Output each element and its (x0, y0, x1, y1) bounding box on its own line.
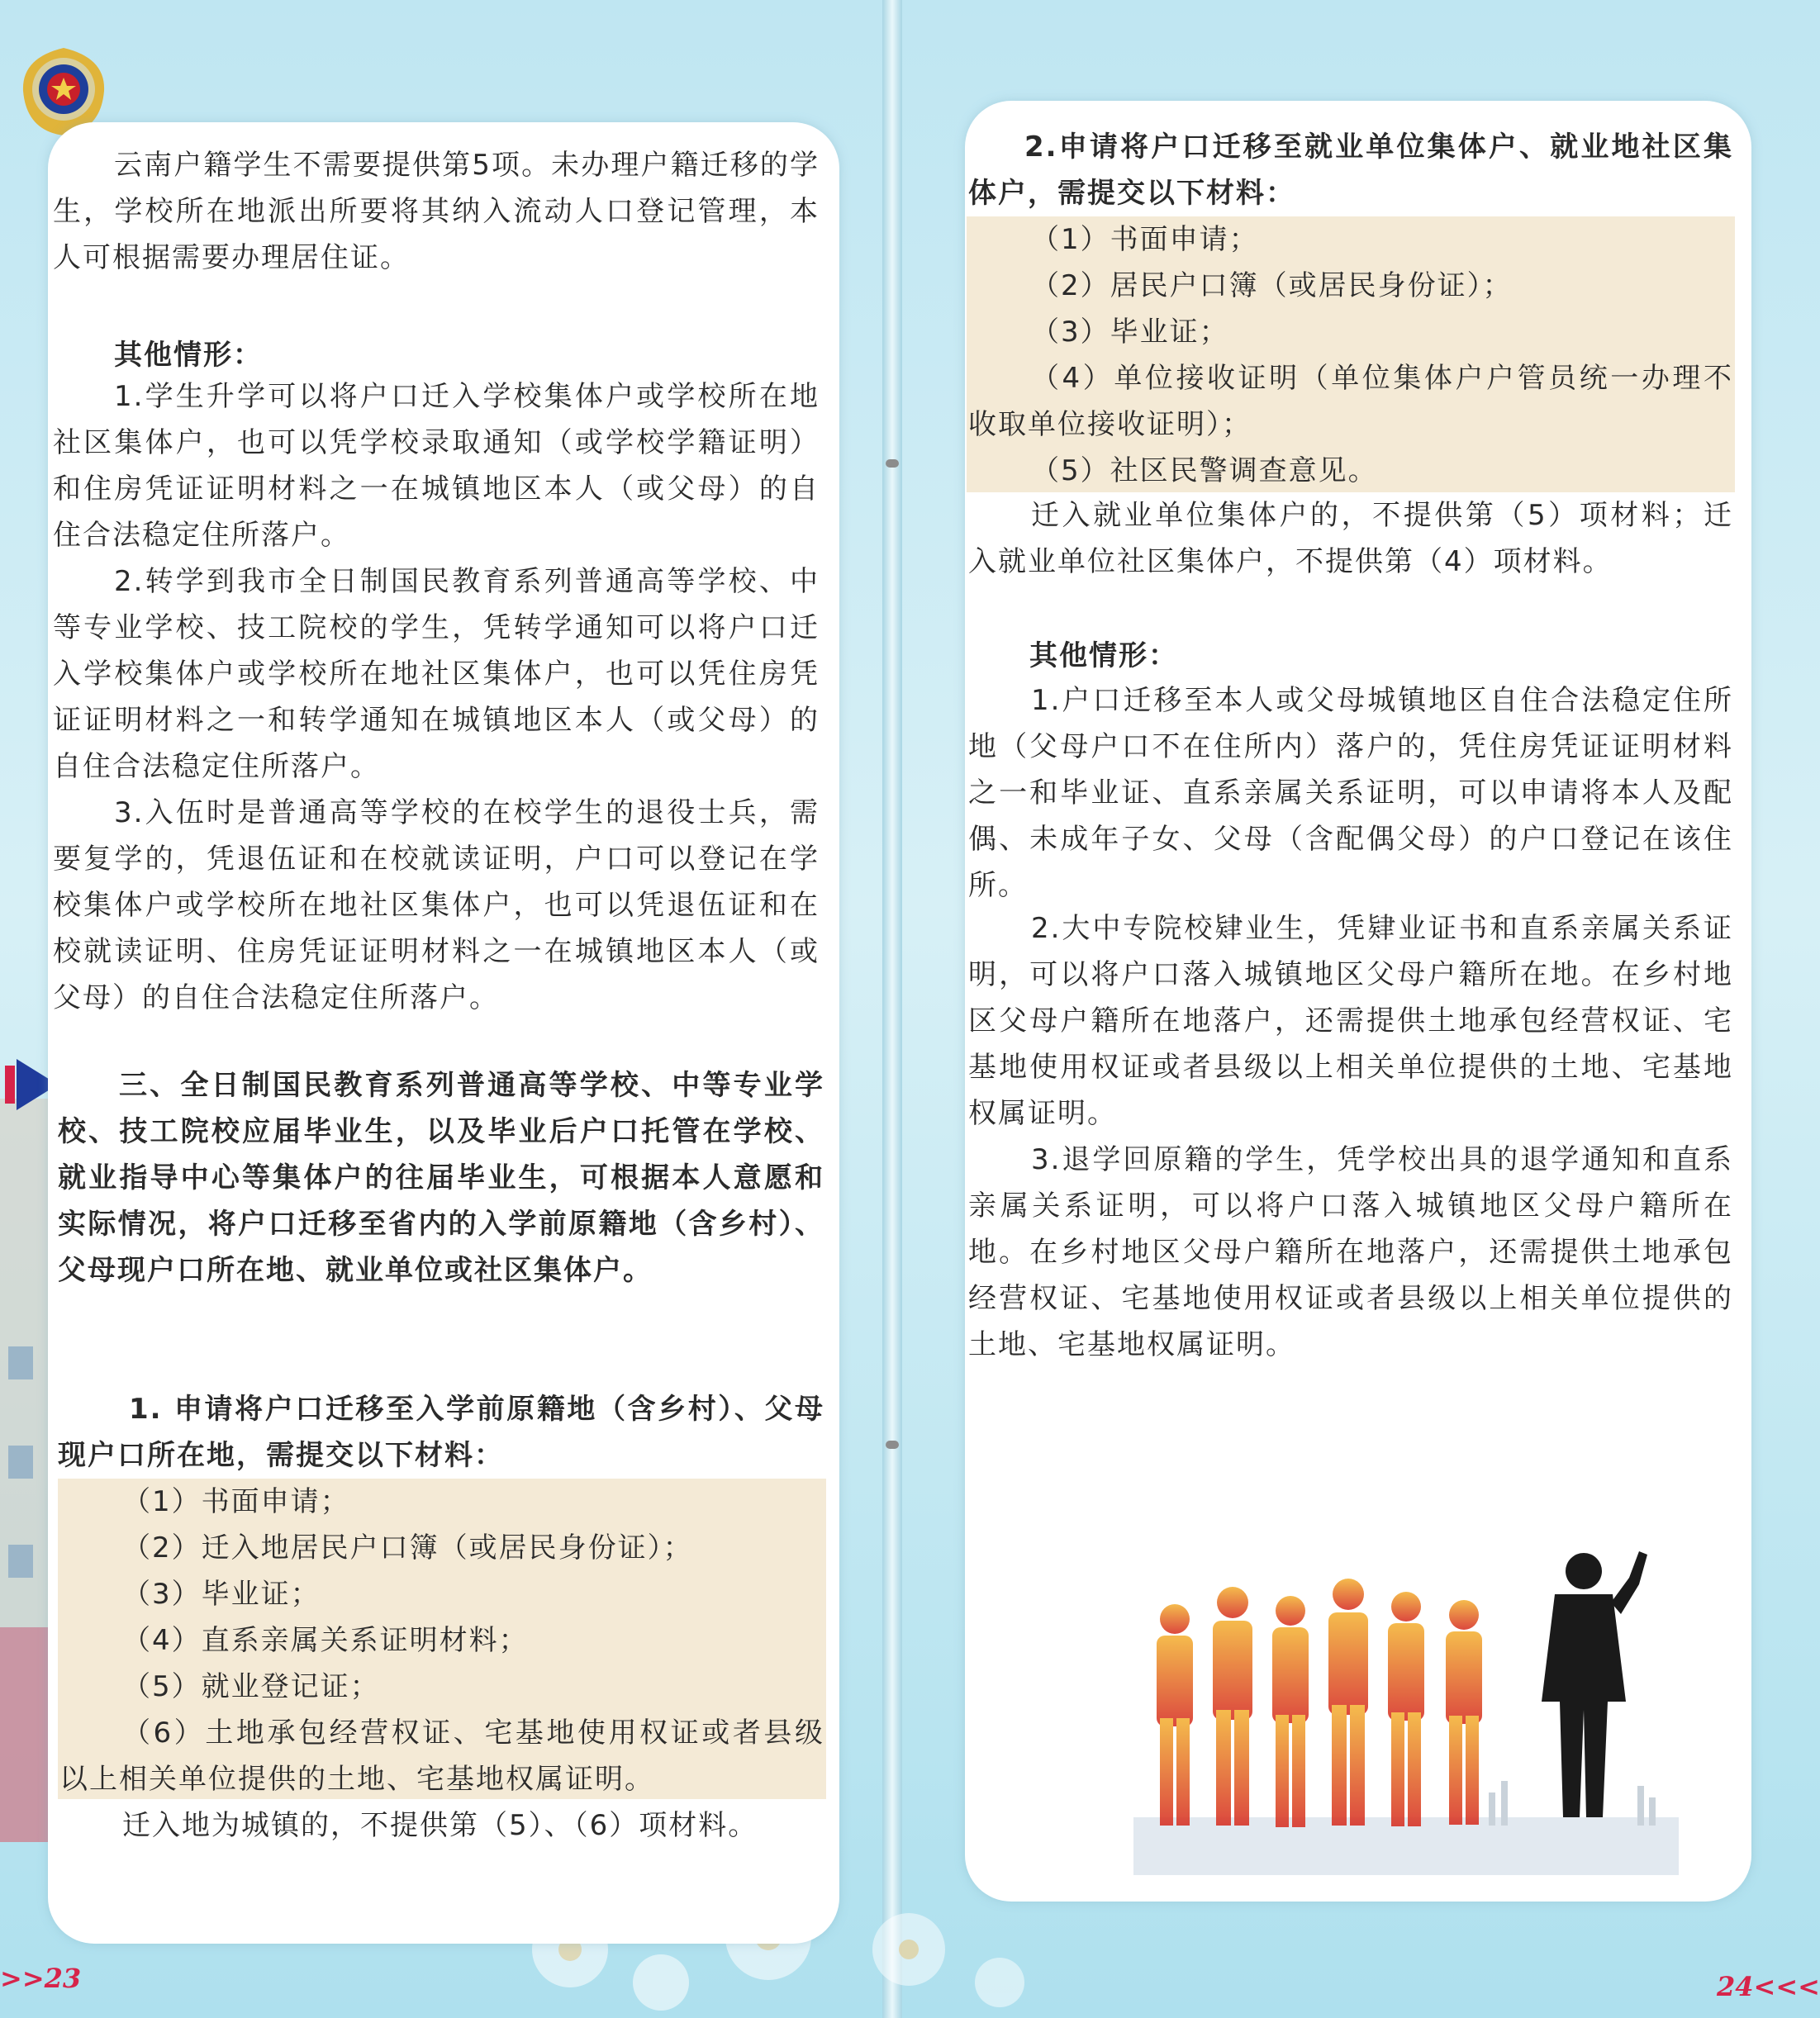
right-sub2-heading: 2.申请将户口迁移至就业单位集体户、就业地社区集体户，需提交以下材料： (968, 131, 1733, 210)
right-other-item-2: 2.大中专院校肄业生，凭肄业证书和直系亲属关系证明，可以将户口落入城镇地区父母户籍所在地。在乡村地区父母户籍所在地落户，还需提供土地承包经营权证、宅基地使用权证或者县级以上相关单位提供的土地、宅基地权属证明。 (968, 912, 1733, 1130)
left-other-item-2: 2.转学到我市全日制国民教育系列普通高等学校、中等专业学校、技工院校的学生，凭转学通知可以将户口迁入学校集体户或学校所在地社区集体户，也可以凭住房凭证证明材料之一和转学通知在城镇地区本人（或父母）的自住合法稳定住所落户。 (53, 565, 820, 783)
list-item: （5）社区民警调查意见。 (1031, 454, 1378, 487)
right-materials-list (968, 216, 1733, 494)
left-sub1-heading: 1. 申请将户口迁移至入学前原籍地（含乡村）、父母现户口所在地，需提交以下材料： (58, 1393, 824, 1472)
right-other-heading: 其他情形： (1029, 639, 1178, 672)
list-item: （2）迁入地居民户口簿（或居民身份证）； (122, 1531, 693, 1565)
list-item: （3）毕业证； (1031, 316, 1229, 349)
list-item: （5）就业登记证； (122, 1670, 380, 1703)
list-item: （1）书面申请； (122, 1485, 350, 1518)
page-number-right: 24<<< (1717, 1971, 1820, 2002)
right-other-item-3: 3.退学回原籍的学生，凭学校出具的退学通知和直系亲属关系证明，可以将户口落入城镇地区父母户籍所在地。在乡村地区父母户籍所在地落户，还需提供土地承包经营权证、宅基地使用权证或者县级以上相关单位提供的土地、宅基地权属证明。 (968, 1143, 1733, 1361)
left-sub1-note: 迁入地为城镇的，不提供第（5）、（6）项材料。 (122, 1809, 758, 1842)
people-silhouette-illustration (1133, 1545, 1679, 1875)
left-materials-list (59, 1479, 824, 1802)
flower-decoration-right (843, 1892, 1057, 2016)
right-other-item-1: 1.户口迁移至本人或父母城镇地区自住合法稳定住所地（父母户口不在住所内）落户的，凭住房凭证证明材料之一和毕业证、直系亲属关系证明，可以申请将本人及配偶、未成年子女、父母（含配偶父母）的户口登记在该住所。 (968, 684, 1733, 902)
left-other-item-1: 1.学生升学可以将户口迁入学校集体户或学校所在地社区集体户，也可以凭学校录取通知（或学校学籍证明）和住房凭证证明材料之一在城镇地区本人（或父母）的自住合法稳定住所落户。 (53, 380, 820, 552)
list-item: （2）居民户口簿（或居民身份证）； (1031, 269, 1513, 302)
list-item: （6）土地承包经营权证、宅基地使用权证或者县级以上相关单位提供的土地、宅基地权属证明。 (59, 1716, 824, 1796)
list-item: （1）书面申请； (1031, 223, 1259, 256)
list-item: （3）毕业证； (122, 1578, 321, 1611)
left-other-heading: 其他情形： (114, 339, 263, 372)
section-three-heading: 三、全日制国民教育系列普通高等学校、中等专业学校、技工院校应届毕业生，以及毕业后户口托管在学校、就业指导中心等集体户的往届毕业生，可根据本人意愿和实际情况，将户口迁移至省内的入学前原籍地（含乡村）、父母现户口所在地、就业单位或社区集体户。 (58, 1069, 824, 1287)
list-item: （4）单位接收证明（单位集体户户管员统一办理不收取单位接收证明）； (968, 362, 1733, 441)
right-sub2-note: 迁入就业单位集体户的，不提供第（5）项材料；迁入就业单位社区集体户，不提供第（4）项材料。 (968, 499, 1733, 578)
page-number-left: >>23 (0, 1963, 82, 1994)
staple (886, 459, 899, 468)
book-spine (882, 0, 902, 2018)
list-item: （4）直系亲属关系证明材料； (122, 1624, 529, 1657)
building-decoration (0, 1099, 50, 1842)
left-other-item-3: 3.入伍时是普通高等学校的在校学生的退役士兵，需要复学的，凭退伍证和在校就读证明，户口可以登记在学校集体户或学校所在地社区集体户，也可以凭退伍证和在校就读证明、住房凭证证明材料之一在城镇地区本人（或父母）的自住合法稳定住所落户。 (53, 796, 820, 1014)
staple (886, 1441, 899, 1449)
left-intro-paragraph: 云南户籍学生不需要提供第5项。未办理户籍迁移的学生，学校所在地派出所要将其纳入流动人口登记管理，本人可根据需要办理居住证。 (53, 149, 820, 274)
